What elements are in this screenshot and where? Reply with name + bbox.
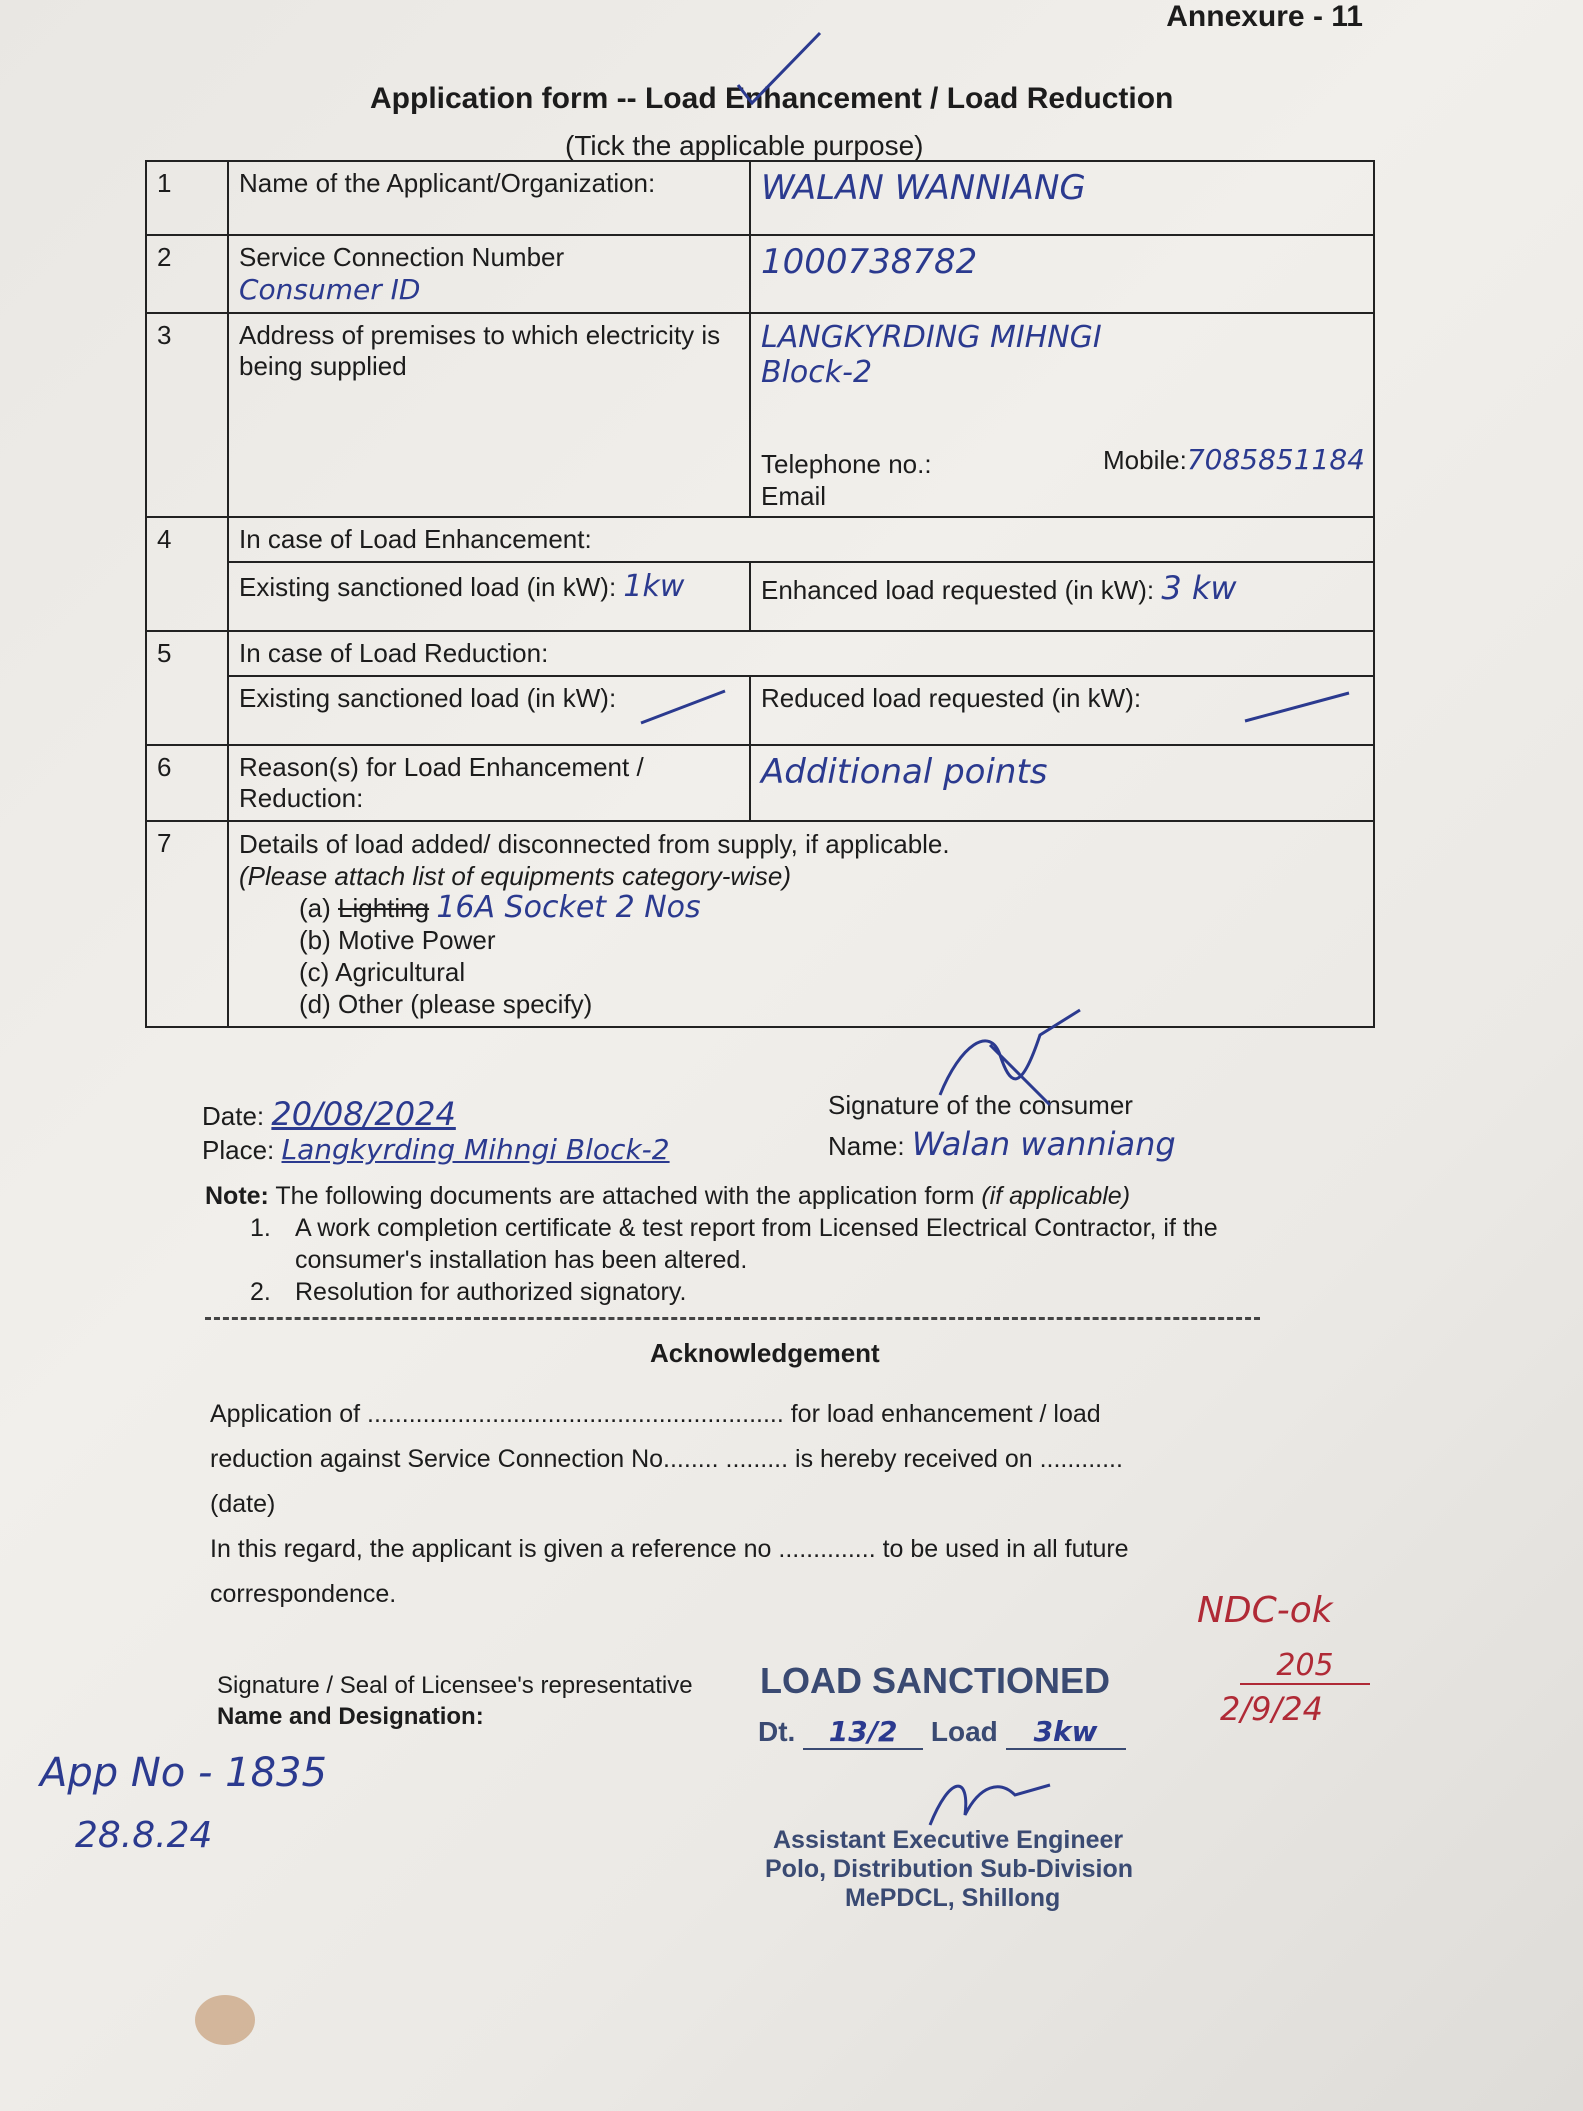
ack-line: correspondence.	[210, 1580, 397, 1608]
row-number: 3	[146, 313, 228, 517]
stamp-dt-row	[758, 1715, 1126, 1750]
row-load-reduction-values	[146, 676, 1374, 745]
row-load-details	[146, 821, 1374, 1027]
reason-label: Reason(s) for Load Enhancement / Reduction:	[228, 745, 750, 821]
paper-stain	[195, 1995, 255, 2045]
stamp-line3: MePDCL, Shillong	[845, 1884, 1061, 1912]
red-note-line3: 2/9/24	[1220, 1690, 1323, 1728]
row-applicant-name	[146, 161, 1374, 235]
load-enhancement-heading: In case of Load Enhancement:	[228, 517, 1374, 562]
stamp-dt-label: Dt.	[758, 1716, 796, 1747]
ack-line: reduction against Service Connection No........ ......... is hereby received on ............	[210, 1445, 1123, 1473]
row-number: 6	[146, 745, 228, 821]
row-address	[146, 313, 1374, 517]
form-title: Application form -- Load Enhancement / Load Reduction	[370, 82, 1174, 115]
place-value: Langkyrding Mihngi Block-2	[281, 1133, 670, 1166]
row-number: 4	[146, 517, 228, 631]
note-section	[205, 1180, 1325, 1308]
date-row	[202, 1095, 456, 1133]
note-item-1: A work completion certificate & test report from Licensed Electrical Contractor, if the consumer's installation has been altered.	[295, 1214, 1218, 1274]
address-label: Address of premises to which electricity is being supplied	[228, 313, 750, 517]
item-c: (c) Agricultural	[299, 957, 466, 987]
date-value: 20/08/2024	[271, 1095, 456, 1133]
consumer-signature-label: Signature of the consumer	[828, 1090, 1133, 1120]
stamp-load-value: 3kw	[1006, 1715, 1126, 1750]
row-number: 7	[146, 821, 228, 1027]
stamp-load-label: Load	[930, 1716, 998, 1747]
place-row	[202, 1133, 670, 1166]
email-label: Email	[761, 481, 827, 511]
reason-value: Additional points	[761, 752, 1048, 792]
note-item-number: 1.	[250, 1214, 271, 1242]
stamp-line2: Polo, Distribution Sub-Division	[765, 1855, 1134, 1883]
note-item-2: Resolution for authorized signatory.	[295, 1278, 687, 1306]
ack-line: Application of ............................................................ for load enhancement / load	[210, 1400, 1101, 1428]
item-a-prefix: (a)	[299, 893, 331, 923]
existing-load-value: 1kw	[623, 569, 685, 604]
mobile-label: Mobile:	[1103, 445, 1187, 475]
note-text: The following documents are attached with the application form	[275, 1182, 975, 1210]
load-reduction-heading: In case of Load Reduction:	[228, 631, 1374, 676]
red-note-line1: NDC-ok	[1197, 1590, 1333, 1631]
address-line1: LANGKYRDING MIHNGI	[761, 320, 1102, 355]
form-subtitle: (Tick the applicable purpose)	[565, 130, 924, 161]
strike-line-icon	[639, 687, 729, 727]
consumer-name-value: Walan wanniang	[911, 1125, 1176, 1163]
note-label: Note:	[205, 1182, 269, 1210]
stamp-title: LOAD SANCTIONED	[760, 1660, 1110, 1701]
load-details-instruction: (Please attach list of equipments category-wise)	[239, 861, 792, 891]
consumer-name-label: Name:	[828, 1131, 905, 1161]
app-no-line1: App No - 1835	[40, 1750, 327, 1796]
existing-load-label: Existing sanctioned load (in kW):	[239, 572, 617, 602]
service-connection-value: 1000738782	[761, 242, 978, 282]
consumer-id-note: Consumer ID	[239, 273, 421, 306]
row-load-enhancement-values	[146, 562, 1374, 631]
telephone-label: Telephone no.:	[761, 449, 932, 479]
consumer-signature-icon	[930, 1005, 1090, 1115]
applicant-name-label: Name of the Applicant/Organization:	[228, 161, 750, 235]
tick-mark-icon	[730, 25, 830, 105]
row-reason	[146, 745, 1374, 821]
app-no-line2: 28.8.24	[75, 1815, 213, 1856]
address-line2: Block-2	[761, 355, 873, 390]
row-service-connection	[146, 235, 1374, 313]
ack-line: (date)	[210, 1490, 276, 1518]
strike-line-icon	[1243, 687, 1353, 727]
date-label: Date:	[202, 1101, 265, 1131]
applicant-name-value: WALAN WANNIANG	[761, 168, 1086, 208]
note-text-italic: (if applicable)	[981, 1182, 1131, 1210]
row-number: 5	[146, 631, 228, 745]
item-b: (b) Motive Power	[299, 925, 496, 955]
item-d: (d) Other (please specify)	[299, 989, 593, 1019]
stamp-line1: Assistant Executive Engineer	[773, 1826, 1124, 1854]
service-connection-label: Service Connection Number	[239, 242, 565, 272]
row-number: 1	[146, 161, 228, 235]
licensee-signature-label: Signature / Seal of Licensee's representative	[217, 1672, 693, 1699]
row-load-enhancement	[146, 517, 1374, 562]
consumer-name-row	[828, 1125, 1176, 1163]
enhanced-load-value: 3 kw	[1161, 569, 1237, 607]
reduced-load-label: Reduced load requested (in kW):	[761, 683, 1142, 713]
place-label: Place:	[202, 1135, 275, 1165]
row-load-reduction	[146, 631, 1374, 676]
acknowledgement-title: Acknowledgement	[650, 1338, 880, 1368]
item-a-value: 16A Socket 2 Nos	[436, 890, 701, 925]
divider	[205, 1317, 1260, 1320]
ack-line: In this regard, the applicant is given a reference no .............. to be used in all future	[210, 1535, 1129, 1563]
red-note-line2: 205	[1240, 1648, 1370, 1685]
row-number: 2	[146, 235, 228, 313]
name-designation-label: Name and Designation:	[217, 1703, 484, 1730]
acknowledgement-body	[210, 1392, 1320, 1617]
load-details-heading: Details of load added/ disconnected from supply, if applicable.	[239, 829, 950, 859]
stamp-dt-value: 13/2	[803, 1715, 923, 1750]
item-a-struck: Lighting	[338, 893, 430, 923]
annexure-label: Annexure - 11	[1166, 0, 1363, 33]
enhanced-load-label: Enhanced load requested (in kW):	[761, 575, 1155, 605]
existing-load-label: Existing sanctioned load (in kW):	[239, 683, 617, 713]
application-table	[145, 160, 1375, 1028]
note-item-number: 2.	[250, 1278, 271, 1306]
mobile-value: 7085851184	[1186, 443, 1365, 476]
